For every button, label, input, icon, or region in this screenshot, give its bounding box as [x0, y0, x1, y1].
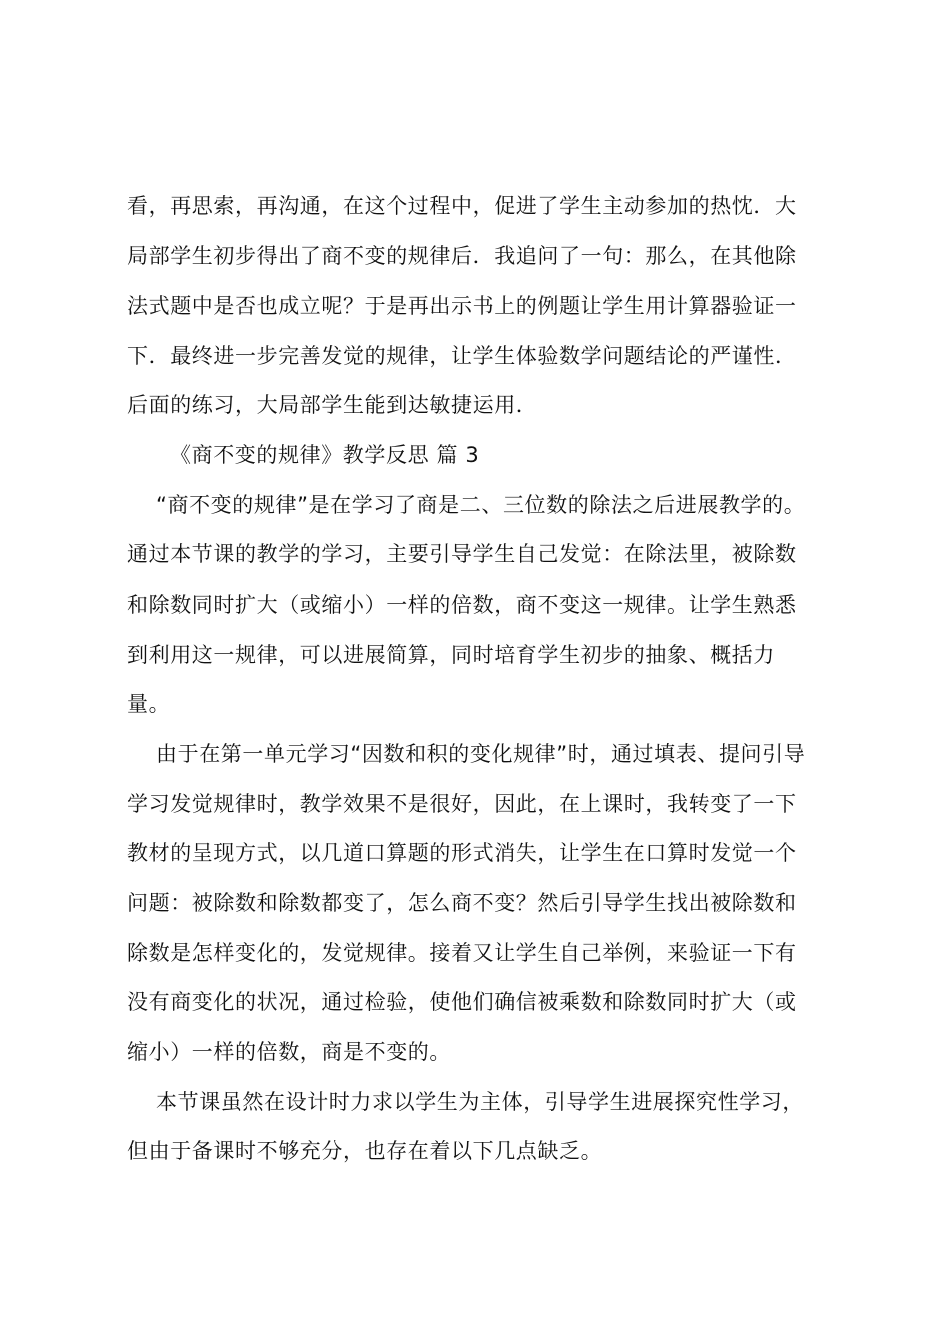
- text-line: 缩小）一样的倍数，商是不变的。: [127, 1040, 451, 1064]
- text-line: 本节课虽然在设计时力求以学生为主体，引导学生进展探究性学习，: [156, 1090, 804, 1114]
- section-heading: 《商不变的规律》教学反思 篇 3: [170, 443, 480, 467]
- text-line: 通过本节课的教学的学习，主要引导学生自己发觉：在除法里，被除数: [127, 542, 797, 566]
- text-line: 到利用这一规律，可以进展简算，同时培育学生初步的抽象、概括力: [127, 643, 775, 667]
- text-line: 但由于备课时不够充分，也存在着以下几点缺乏。: [127, 1139, 603, 1163]
- text-line: 除数是怎样变化的，发觉规律。接着又让学生自己举例，来验证一下有: [127, 941, 797, 965]
- text-line: 问题：被除数和除数都变了，怎么商不变？然后引导学生找出被除数和: [127, 891, 797, 915]
- text-line: 教材的呈现方式，以几道口算题的形式消失，让学生在口算时发觉一个: [127, 841, 797, 865]
- text-line: 看，再思索，再沟通，在这个过程中，促进了学生主动参加的热忱．大: [127, 194, 797, 218]
- text-line: “商不变的规律”是在学习了商是二、三位数的除法之后进展教学的。: [156, 493, 806, 517]
- text-line: 下．最终进一步完善发觉的规律，让学生体验数学问题结论的严谨性．: [127, 344, 797, 368]
- text-line: 由于在第一单元学习“因数和积的变化规律”时，通过填表、提问引导: [156, 742, 806, 766]
- text-line: 量。: [127, 692, 171, 716]
- text-line: 没有商变化的状况，通过检验，使他们确信被乘数和除数同时扩大（或: [127, 990, 797, 1014]
- text-line: 法式题中是否也成立呢？于是再出示书上的例题让学生用计算器验证一: [127, 294, 797, 318]
- text-line: 和除数同时扩大（或缩小）一样的倍数，商不变这一规律。让学生熟悉: [127, 593, 797, 617]
- text-line: 后面的练习，大局部学生能到达敏捷运用．: [127, 393, 538, 417]
- text-line: 局部学生初步得出了商不变的规律后．我追问了一句：那么，在其他除: [127, 244, 797, 268]
- text-line: 学习发觉规律时，教学效果不是很好，因此，在上课时，我转变了一下: [127, 792, 797, 816]
